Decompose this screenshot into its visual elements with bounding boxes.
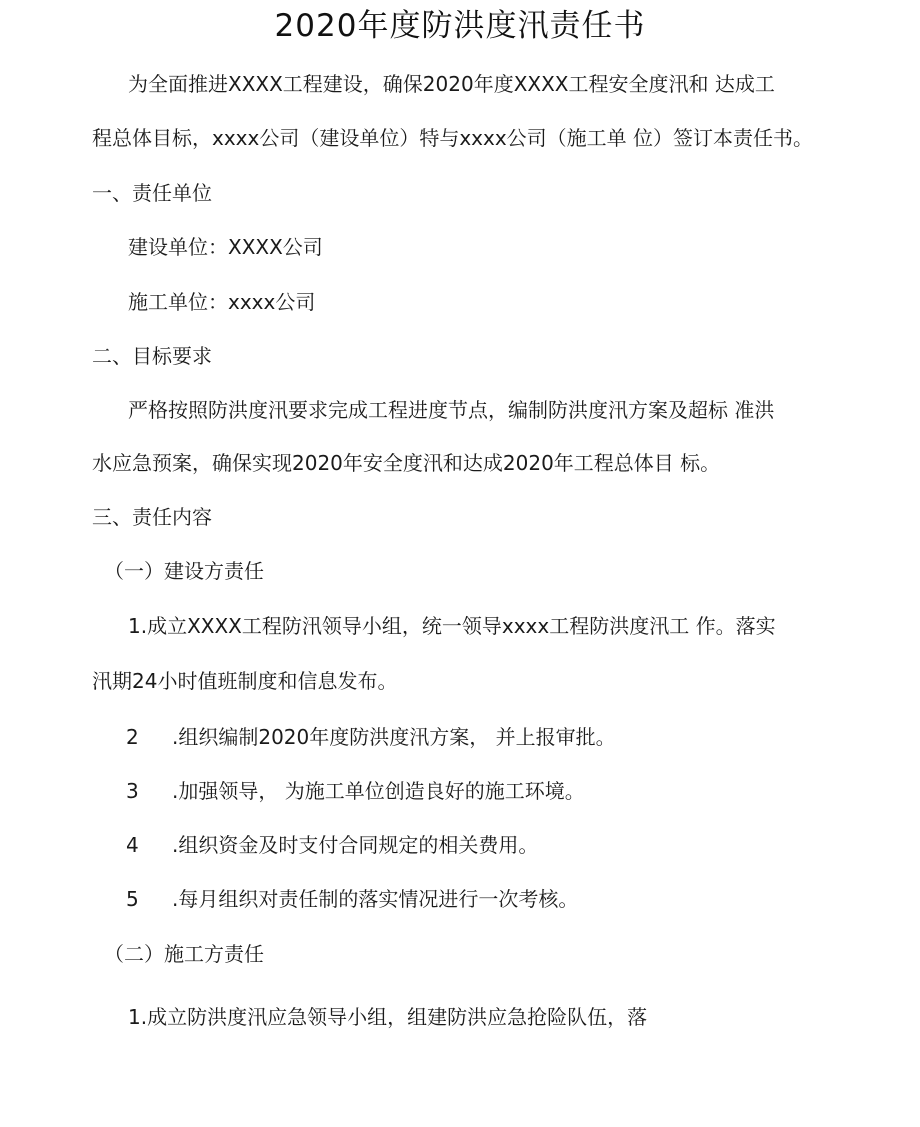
list-text: .加强领导， 为施工单位创造良好的施工环境。 [172, 779, 585, 803]
document-title: 2020年度防洪度汛责任书 [274, 8, 646, 44]
owner-list-item [126, 885, 578, 913]
section-1-heading: 一、责任单位 [92, 181, 212, 205]
subsection-owner-heading: （一）建设方责任 [104, 559, 264, 583]
contractor-item-1-line-1: 1.成立防洪度汛应急领导小组，组建防洪应急抢险队伍，落 [128, 1005, 648, 1029]
list-number: 4 [126, 833, 139, 857]
subsection-contractor-heading: （二）施工方责任 [104, 942, 264, 966]
list-text: .组织资金及时支付合同规定的相关费用。 [172, 833, 539, 857]
owner-list-item [126, 831, 538, 859]
intro-line-1: 为全面推进XXXX工程建设，确保2020年度XXXX工程安全度汛和 达成工 [128, 72, 775, 96]
section-2-heading: 二、目标要求 [92, 344, 212, 368]
owner-list-item [126, 723, 616, 751]
list-number: 2 [126, 725, 139, 749]
contractor-line: 施工单位：xxxx公司 [128, 290, 316, 314]
owner-list-item [126, 777, 585, 805]
list-text: .每月组织对责任制的落实情况进行一次考核。 [172, 887, 579, 911]
owner-item-1-line-2: 汛期24小时值班制度和信息发布。 [92, 669, 398, 693]
construction-owner-line: 建设单位：XXXX公司 [128, 235, 323, 259]
list-number: 3 [126, 779, 139, 803]
list-text: .组织编制2020年度防洪度汛方案， 并上报审批。 [172, 725, 616, 749]
list-number: 5 [126, 887, 139, 911]
intro-line-2: 程总体目标，xxxx公司（建设单位）特与xxxx公司（施工单 位）签订本责任书。 [92, 126, 814, 150]
section-2-line-2: 水应急预案，确保实现2020年安全度汛和达成2020年工程总体目 标。 [92, 451, 721, 475]
owner-item-1-line-1: 1.成立XXXX工程防汛领导小组，统一领导xxxx工程防洪度汛工 作。落实 [128, 614, 776, 638]
section-2-line-1: 严格按照防洪度汛要求完成工程进度节点，编制防洪度汛方案及超标 准洪 [128, 398, 775, 422]
section-3-heading: 三、责任内容 [92, 505, 212, 529]
